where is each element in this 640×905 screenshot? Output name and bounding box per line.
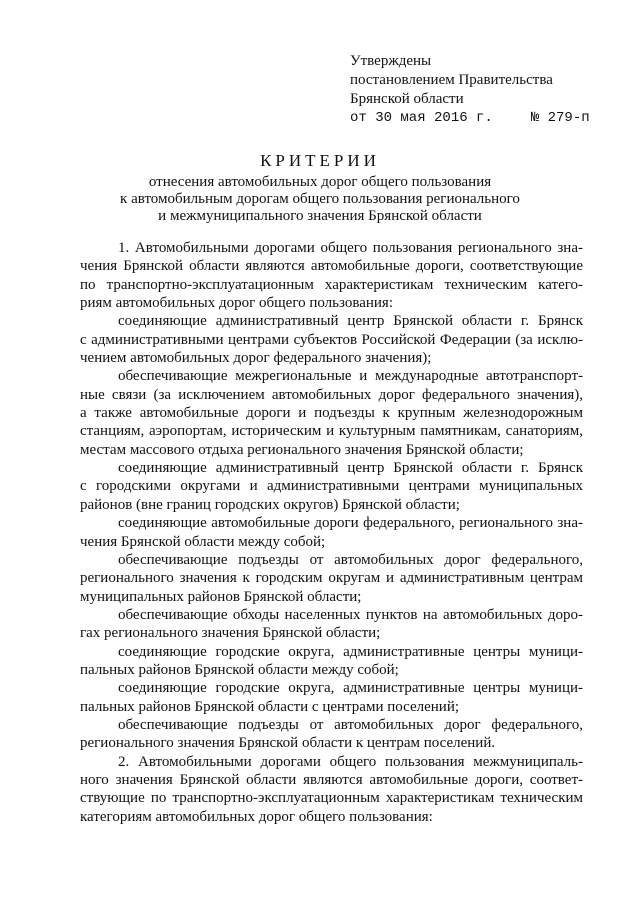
body-line: ные связи (за исключением автомобильных дорог федерального значения), xyxy=(80,386,583,403)
body-line: по транспортно-эксплуатационным характеристикам техническим катего- xyxy=(80,276,583,293)
body-line: обеспечивающие подъезды от автомобильных дорог федерального, xyxy=(118,716,583,733)
body-line: станциям, аэропортам, историческим и культурным памятникам, санаториям, xyxy=(80,423,583,440)
document-subtitle xyxy=(0,174,640,225)
body-line: соединяющие городские округа, административные центры муници- xyxy=(118,680,583,697)
body-line: 1. Автомобильными дорогами общего пользования регионального зна- xyxy=(118,240,583,256)
body-line: чения Брянской области между собой; xyxy=(80,533,326,550)
body-line: пальных районов Брянской области между собой; xyxy=(80,661,399,678)
body-line: регионального значения к городским округам и административным центрам xyxy=(80,570,583,587)
approval-date-line xyxy=(350,109,590,128)
body-line: чения Брянской области являются автомобильные дороги, соответствующие xyxy=(80,258,583,275)
subtitle-line: к автомобильным дорогам общего пользования регионального xyxy=(120,191,520,207)
body-line: местам массового отдыха регионального значения Брянской области; xyxy=(80,441,524,458)
body-line: муниципальных районов Брянской области; xyxy=(80,588,362,605)
approval-line-3: Брянской области xyxy=(350,91,464,107)
body-line: соединяющие административный центр Брянской области г. Брянск xyxy=(118,460,583,477)
document-body xyxy=(80,239,583,826)
subtitle-line: отнесения автомобильных дорог общего пользования xyxy=(148,174,492,190)
approval-line-2: постановлением Правительства xyxy=(350,72,553,88)
approval-block xyxy=(350,52,590,128)
subtitle-line: и межмуниципального значения Брянской области xyxy=(158,208,482,224)
body-line: ного значения Брянской области являются автомобильные дороги, соответ- xyxy=(80,771,583,788)
body-line: категориям автомобильных дорог общего пользования: xyxy=(80,808,433,825)
approval-date: от 30 мая 2016 г. xyxy=(350,110,493,126)
body-line: соединяющие автомобильные дороги федерального, регионального зна- xyxy=(118,515,583,532)
body-line: с административными центрами субъектов Российской Федерации (за исклю- xyxy=(80,331,583,348)
body-line: с городскими округами и административными центрами муниципальных xyxy=(80,478,583,495)
document-title: КРИТЕРИИ xyxy=(260,151,380,170)
body-line: соединяющие административный центр Брянской области г. Брянск xyxy=(118,313,583,330)
body-line: районов (вне границ городских округов) Брянской области; xyxy=(80,496,460,513)
approval-number: № 279-п xyxy=(530,110,590,126)
body-line: пальных районов Брянской области с центрами поселений; xyxy=(80,698,460,715)
body-line: регионального значения Брянской области к центрам поселений. xyxy=(80,735,496,752)
body-line: 2. Автомобильными дорогами общего пользования межмуниципаль- xyxy=(118,753,583,770)
body-line: гах регионального значения Брянской области; xyxy=(80,625,381,642)
body-line: обеспечивающие обходы населенных пунктов на автомобильных доро- xyxy=(118,606,583,623)
body-line: соединяющие городские округа, административные центры муници- xyxy=(118,643,583,660)
body-line: чением автомобильных дорог федерального значения); xyxy=(80,350,432,367)
body-line: а также автомобильные дороги и подъезды к крупным железнодорожным xyxy=(80,405,583,422)
body-line: ствующие по транспортно-эксплуатационным характеристикам техническим xyxy=(80,790,583,807)
body-line: обеспечивающие подъезды от автомобильных дорог федерального, xyxy=(118,551,583,568)
body-line: обеспечивающие межрегиональные и международные автотранспорт- xyxy=(118,368,583,385)
approval-line-1: Утверждены xyxy=(350,53,432,69)
body-line: риям автомобильных дорог общего пользования: xyxy=(80,295,394,312)
